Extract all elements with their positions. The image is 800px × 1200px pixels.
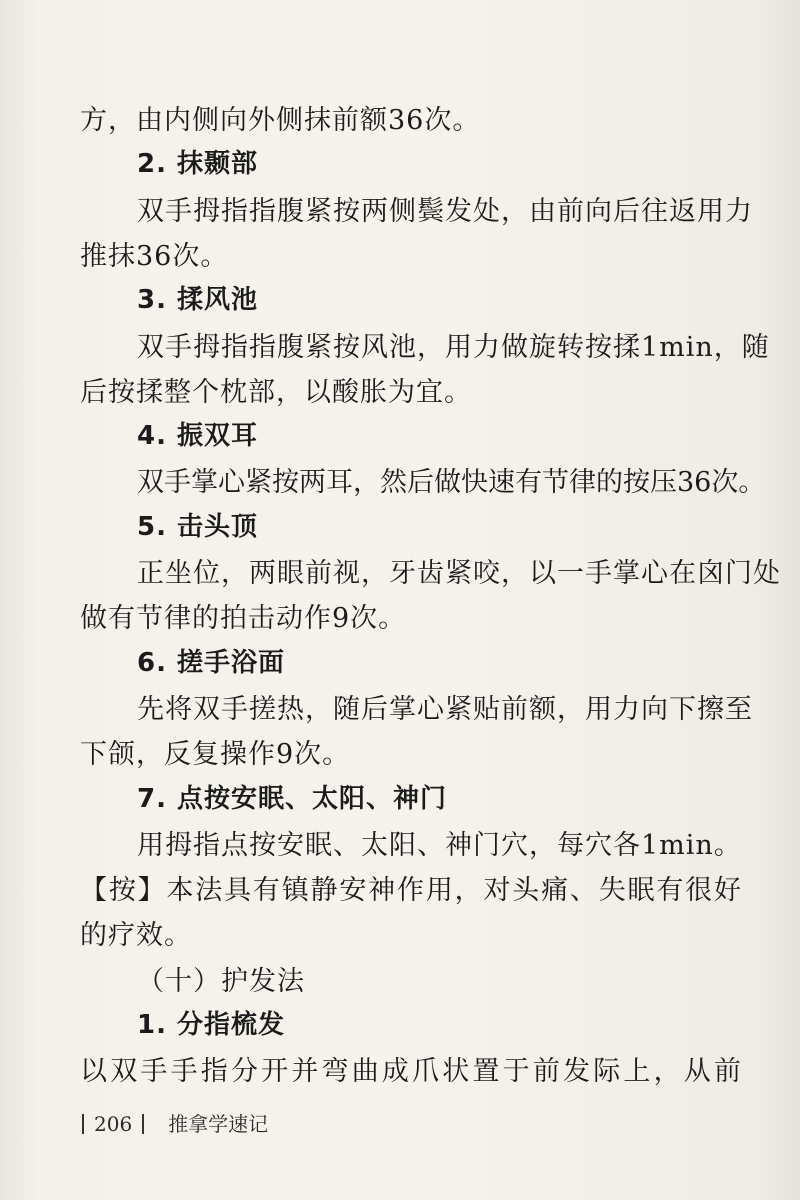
text-line-6: 双手拇指指腹紧按风池，用力做旋转按揉1min，随 (137, 332, 770, 363)
section-heading-4: 4. 振双耳 (137, 421, 259, 451)
section-heading-2: 2. 抹颞部 (137, 149, 259, 179)
text-line-22: 以双手手指分开并弯曲成爪状置于前发际上，从前 (80, 1056, 742, 1087)
section-heading-6: 6. 搓手浴面 (137, 648, 286, 678)
text-line-12: 做有节律的拍击动作9次。 (80, 603, 407, 634)
text-line-19: 的疗效。 (80, 920, 192, 951)
page-number: 206 (94, 1112, 133, 1136)
section-heading-3: 3. 揉风池 (137, 285, 259, 315)
section-heading-1: 1. 分指梳发 (137, 1010, 286, 1040)
section-heading-5: 5. 击头顶 (137, 512, 259, 542)
text-line-17: 用拇指点按安眠、太阳、神门穴，每穴各1min。 (137, 830, 742, 861)
section-heading-7: 7. 点按安眠、太阳、神门 (137, 784, 448, 814)
text-line-3: 双手拇指指腹紧按两侧鬓发处，由前向后往返用力 (137, 196, 753, 227)
text-line-15: 下颌，反复操作9次。 (80, 739, 351, 770)
text-line-7: 后按揉整个枕部，以酸胀为宜。 (80, 377, 472, 408)
footer-divider-left (82, 1114, 84, 1134)
section-heading-10: （十）护发法 (137, 966, 305, 997)
text-line-1: 方，由内侧向外侧抹前额36次。 (80, 105, 481, 136)
text-line-11: 正坐位，两眼前视，牙齿紧咬，以一手掌心在囟门处 (137, 558, 781, 589)
text-line-4: 推抹36次。 (80, 241, 229, 272)
note-line-18: 【按】本法具有镇静安神作用，对头痛、失眠有很好 (80, 875, 742, 906)
text-line-14: 先将双手搓热，随后掌心紧贴前额，用力向下擦至 (137, 694, 753, 725)
footer-divider-right (142, 1114, 144, 1134)
book-title: 推拿学速记 (168, 1112, 269, 1136)
text-line-9: 双手掌心紧按两耳，然后做快速有节律的按压36次。 (137, 467, 766, 498)
page-footer (72, 1108, 268, 1137)
